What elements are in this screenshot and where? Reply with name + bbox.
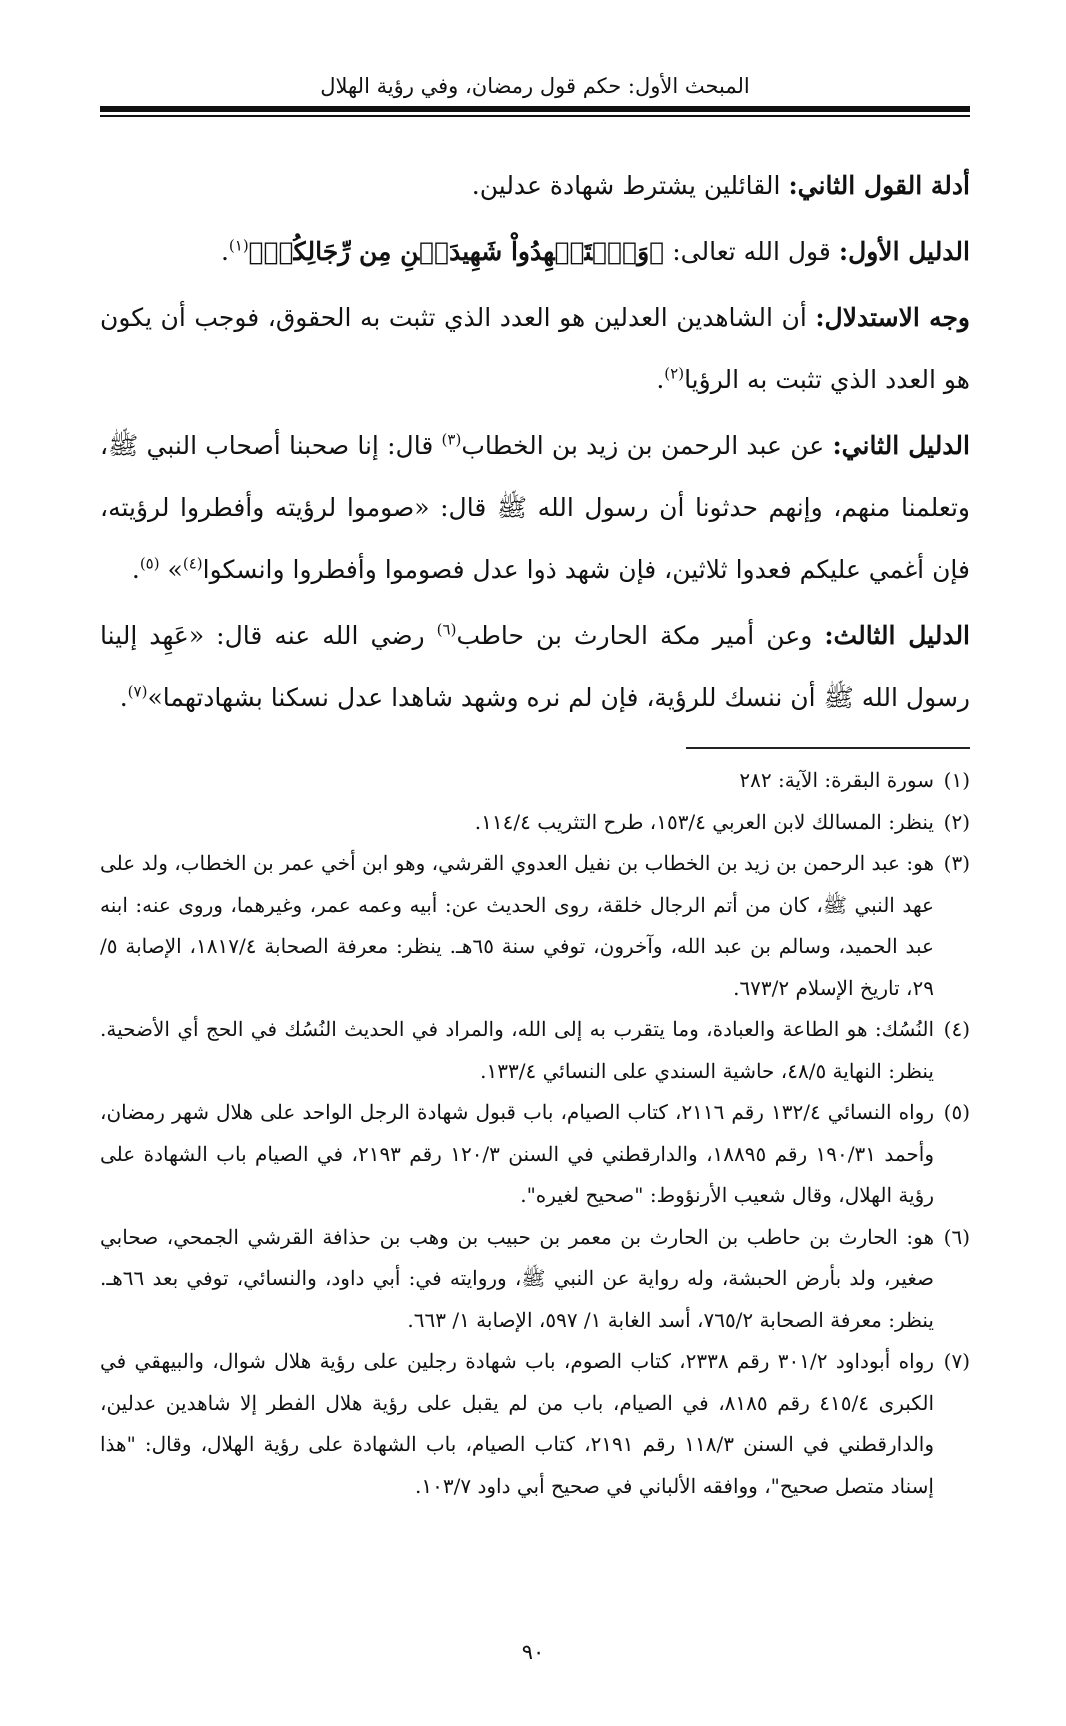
footnote-text: رواه أبوداود ٣٠١/٢ رقم ٢٣٣٨، كتاب الصوم، باب شهادة رجلين على رؤية هلال شوال، والبيهقي في الكبرى ٤١٥/٤ رقم ٨١٨٥، في الصيام، باب من لم يقبل على رؤية هلال الفطر إلا شاهدين عدلين، والدارقطني في السنن ١١٨/٣ رقم ٢١٩١، كتاب الصيام، باب الشهادة على رؤية الهلال، وقال: "هذا إسناد متصل صحيح"، ووافقه الألباني في صحيح أبي داود ١٠٣/٧.	[100, 1349, 935, 1498]
footnote-ref: (٣)	[441, 430, 462, 449]
paragraph-lead: وجه الاستدلال:	[815, 303, 970, 332]
footnotes	[100, 760, 970, 1507]
paragraph-text: قال: إنا صحبنا أصحاب النبي ﷺ، وتعلمنا منهم، وإنهم حدثونا أن رسول الله ﷺ قال: «صوموا لرؤيته وأفطروا لرؤيته، فإن أغمي عليكم فعدوا ثلاثين، فإن شهد ذوا عدل فصوموا وأفطروا وانسكوا	[100, 431, 970, 584]
paragraph-text: قول الله تعالى:	[672, 237, 831, 266]
paragraph-text: .	[220, 237, 229, 266]
footnote-number: (٣)	[943, 851, 970, 875]
footnote	[100, 1009, 970, 1092]
paragraph-text: .	[131, 555, 140, 584]
footnote	[100, 802, 970, 844]
paragraph-text: وعن أمير مكة الحارث بن حاطب	[456, 621, 813, 650]
paragraph-text: .	[119, 683, 128, 712]
header-rule-thick	[100, 106, 970, 112]
quran-verse: ﴿وَٱسۡتَشۡهِدُواْ شَهِيدَيۡنِ مِن رِّجَالِكُمۡ﴾	[248, 237, 665, 266]
footnote-text: هو: عبد الرحمن بن زيد بن الخطاب بن نفيل العدوي القرشي، وهو ابن أخي عمر بن الخطاب، ولد على عهد النبي ﷺ، كان من أتم الرجال خلقة، روى الحديث عن: أبيه وعمه عمر، وغيرهما، وروى عنه: ابنه عبد الحميد، وسالم بن عبد الله، وآخرون، توفي سنة ٦٥هـ. ينظر: معرفة الصحابة ١٨١٧/٤، الإصابة ٥/ ٢٩، تاريخ الإسلام ٦٧٣/٢.	[100, 851, 934, 1000]
paragraph-third-evidence	[100, 605, 970, 729]
footnote-number: (٧)	[943, 1349, 970, 1373]
paragraph-evidence-heading	[100, 155, 970, 217]
main-text	[100, 155, 970, 733]
footnote-ref: (٥)	[139, 554, 160, 573]
footnote-text: النُسُك: هو الطاعة والعبادة، وما يتقرب به إلى الله، والمراد في الحديث النُسُك في الحج أي الأضحية. ينظر: النهاية ٤٨/٥، حاشية السندي على النسائي ١٣٣/٤.	[100, 1017, 934, 1083]
footnote-number: (٤)	[943, 1017, 970, 1041]
footnote-text: سورة البقرة: الآية: ٢٨٢	[739, 768, 934, 792]
paragraph-inference	[100, 287, 970, 411]
paragraph-text: رضي الله عنه قال: «عَهِد إلينا رسول الله ﷺ أن ننسك للرؤية، فإن لم نره وشهد شاهدا عدل نسكنا بشهادتهما»	[100, 621, 970, 712]
footnote-text: ينظر: المسالك لابن العربي ١٥٣/٤، طرح التثريب ١١٤/٤.	[474, 809, 934, 834]
paragraph-lead: الدليل الثاني:	[832, 431, 970, 460]
footnote-number: (٢)	[943, 809, 970, 834]
paragraph-text: .	[656, 365, 665, 394]
header-rule-thin	[100, 115, 970, 117]
paragraph-text: »	[167, 555, 183, 584]
footnote-number: (١)	[943, 768, 970, 792]
paragraph-text: القائلين يشترط شهادة عدلين.	[471, 171, 781, 200]
paragraph-text: عن عبد الرحمن بن زيد بن الخطاب	[461, 431, 825, 460]
paragraph-lead: أدلة القول الثاني:	[788, 171, 970, 200]
footnote-ref: (١)	[228, 236, 249, 255]
footnote-ref: (٤)	[182, 554, 203, 573]
footnote	[100, 1092, 970, 1217]
running-header: المبحث الأول: حكم قول رمضان، وفي رؤية الهلال	[320, 74, 750, 98]
page-number: ٩٠	[521, 1640, 545, 1664]
footnote-ref: (٢)	[664, 364, 685, 383]
footnote	[100, 1217, 970, 1342]
paragraph-text: أن الشاهدين العدلين هو العدد الذي تثبت به الحقوق، فوجب أن يكون هو العدد الذي تثبت به الرؤيا	[100, 303, 970, 394]
paragraph-second-evidence	[100, 415, 970, 601]
footnote-number: (٥)	[943, 1100, 970, 1124]
footnote-separator	[686, 747, 970, 749]
footnote	[100, 1341, 970, 1507]
paragraph-lead: الدليل الأول:	[838, 237, 970, 266]
footnote-ref: (٦)	[436, 620, 457, 639]
footnote-text: رواه النسائي ١٣٢/٤ رقم ٢١١٦، كتاب الصيام، باب قبول شهادة الرجل الواحد على هلال شهر رمضان، وأحمد ١٩٠/٣١ رقم ١٨٨٩٥، والدارقطني في السنن ١٢٠/٣ رقم ٢١٩٣، في الصيام باب الشهادة على رؤية الهلال، وقال شعيب الأرنؤوط: "صحيح لغيره".	[100, 1100, 935, 1207]
footnote	[100, 843, 970, 1009]
paragraph-lead: الدليل الثالث:	[824, 621, 971, 650]
footnote-number: (٦)	[943, 1224, 970, 1249]
footnote-ref: (٧)	[127, 682, 148, 701]
footnote-text: هو: الحارث بن حاطب بن الحارث بن معمر بن حبيب بن وهب بن حذافة القرشي الجمحي، صحابي صغير، ولد بأرض الحبشة، وله رواية عن النبي ﷺ، وروايته في: أبي داود، والنسائي، توفي بعد ٦٦هـ. ينظر: معرفة الصحابة ٧٦٥/٢، أسد الغابة ١/ ٥٩٧، الإصابة ١/ ٦٦٣.	[100, 1224, 934, 1332]
footnote	[100, 760, 970, 802]
paragraph-first-evidence	[100, 221, 970, 283]
